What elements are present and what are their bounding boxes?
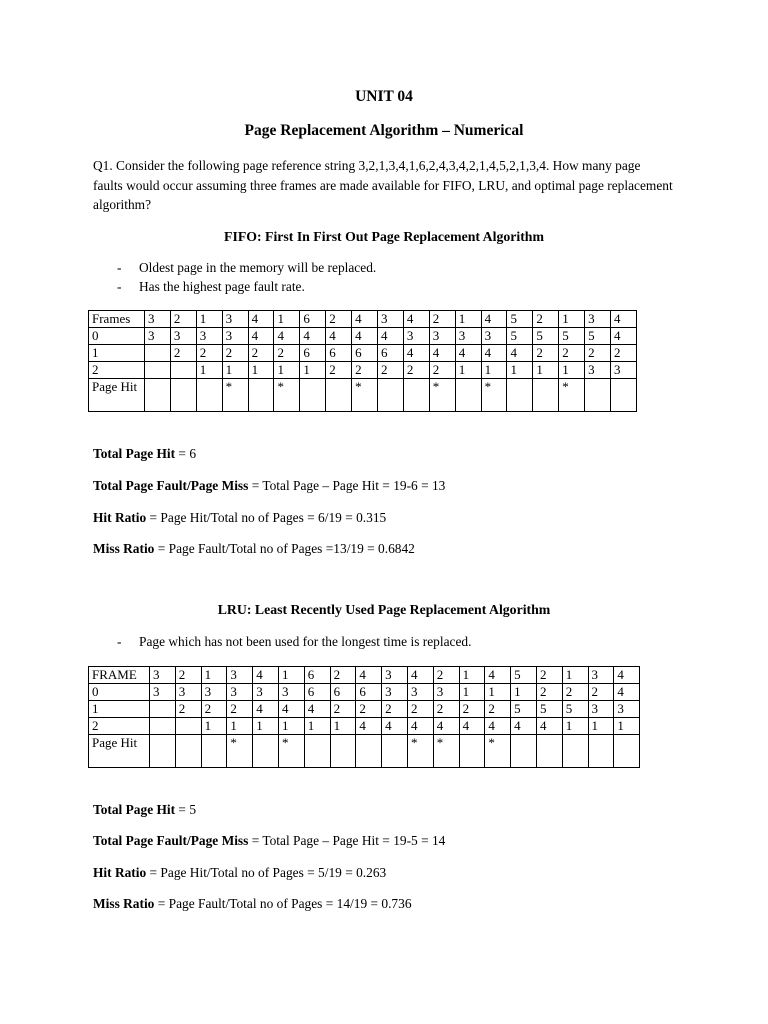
table-cell: 3 [382, 667, 408, 684]
table-cell: 4 [536, 718, 562, 735]
fifo-total-hit [93, 446, 196, 461]
row-label: Page Hit [89, 379, 145, 412]
table-cell: 6 [304, 667, 330, 684]
table-cell: 1 [300, 362, 326, 379]
table-cell: 3 [407, 684, 433, 701]
table-cell: 4 [407, 667, 433, 684]
table-cell: 2 [356, 701, 382, 718]
table-cell: 4 [356, 667, 382, 684]
result-label: Total Page Fault/Page Miss [93, 478, 249, 493]
table-cell: 1 [455, 362, 481, 379]
fifo-bullet-text: Oldest page in the memory will be replaced. [139, 260, 377, 275]
row-label: 0 [89, 684, 150, 701]
table-cell: 3 [588, 701, 614, 718]
table-cell: 3 [175, 684, 201, 701]
result-label: Total Page Hit [93, 802, 176, 817]
bullet-dash: - [117, 260, 122, 275]
table-cell: 2 [326, 362, 352, 379]
hit-cell [356, 735, 382, 768]
table-cell: 3 [150, 667, 176, 684]
table-cell: 1 [562, 667, 588, 684]
table-cell: 2 [533, 311, 559, 328]
table-cell: 4 [485, 718, 511, 735]
table-cell: 1 [274, 311, 300, 328]
table-cell: 4 [278, 701, 304, 718]
row-label: Frames [89, 311, 145, 328]
frame-row [89, 701, 640, 718]
table-cell: 2 [407, 701, 433, 718]
table-cell: 1 [559, 311, 585, 328]
table-cell: 5 [585, 328, 611, 345]
result-value: = Page Hit/Total no of Pages = 6/19 = 0.315 [146, 510, 387, 525]
hit-cell [196, 379, 222, 412]
fifo-bullet [117, 260, 376, 275]
table-cell: 3 [222, 311, 248, 328]
table-cell: 5 [511, 701, 537, 718]
table-cell: 6 [326, 345, 352, 362]
table-cell: 2 [559, 345, 585, 362]
row-label: FRAME [89, 667, 150, 684]
frame-row [89, 345, 637, 362]
lru-miss-ratio [93, 896, 412, 911]
result-label: Miss Ratio [93, 541, 155, 556]
result-label: Total Page Fault/Page Miss [93, 833, 249, 848]
table-cell: 3 [481, 328, 507, 345]
frame-row [89, 718, 640, 735]
table-cell: 4 [485, 667, 511, 684]
table-cell: 3 [227, 667, 253, 684]
table-cell: 2 [175, 701, 201, 718]
row-label: 1 [89, 701, 150, 718]
table-cell: 3 [611, 362, 637, 379]
table-cell: 4 [403, 345, 429, 362]
table-cell: 4 [326, 328, 352, 345]
bullet-dash: - [117, 279, 122, 294]
table-cell: 3 [150, 684, 176, 701]
table-cell: 1 [459, 667, 485, 684]
table-cell: 5 [511, 667, 537, 684]
result-value: = 5 [175, 802, 197, 817]
result-value: = Total Page – Page Hit = 19-5 = 14 [248, 833, 446, 848]
table-cell [145, 362, 171, 379]
table-cell: 6 [356, 684, 382, 701]
table-cell: 3 [382, 684, 408, 701]
table-cell: 4 [455, 345, 481, 362]
table-cell: 2 [326, 311, 352, 328]
table-cell: 2 [485, 701, 511, 718]
unit-title: UNIT 04 [355, 88, 413, 105]
table-cell: 3 [278, 684, 304, 701]
table-cell [150, 718, 176, 735]
table-cell: 2 [227, 701, 253, 718]
table-cell: 3 [585, 362, 611, 379]
table-cell: 3 [433, 684, 459, 701]
hit-cell: * [485, 735, 511, 768]
table-cell: 2 [562, 684, 588, 701]
table-cell: 4 [352, 328, 378, 345]
table-cell: 3 [170, 328, 196, 345]
table-cell: 4 [248, 328, 274, 345]
fifo-bullet-text: Has the highest page fault rate. [139, 279, 305, 294]
table-cell: 4 [507, 345, 533, 362]
table-cell: 1 [559, 362, 585, 379]
frame-row [89, 684, 640, 701]
hit-cell [378, 379, 404, 412]
table-cell: 4 [274, 328, 300, 345]
table-cell: 2 [330, 667, 356, 684]
hit-cell: * [433, 735, 459, 768]
table-cell [145, 345, 171, 362]
table-cell: 3 [145, 311, 171, 328]
table-cell: 3 [585, 311, 611, 328]
table-cell: 2 [585, 345, 611, 362]
row-label: 1 [89, 345, 145, 362]
table-cell: 2 [403, 362, 429, 379]
result-label: Hit Ratio [93, 510, 147, 525]
table-cell: 2 [536, 667, 562, 684]
table-cell: 4 [382, 718, 408, 735]
table-cell: 1 [588, 718, 614, 735]
table-cell: 1 [533, 362, 559, 379]
table-cell: 4 [614, 667, 640, 684]
table-cell: 1 [562, 718, 588, 735]
table-cell: 1 [485, 684, 511, 701]
table-cell: 4 [611, 328, 637, 345]
table-cell: 2 [352, 362, 378, 379]
table-cell: 5 [507, 311, 533, 328]
table-cell: 1 [507, 362, 533, 379]
table-cell: 2 [378, 362, 404, 379]
row-label: 2 [89, 718, 150, 735]
table-cell: 6 [304, 684, 330, 701]
table-cell: 4 [407, 718, 433, 735]
table-cell: 3 [222, 328, 248, 345]
hit-cell [300, 379, 326, 412]
table-cell: 1 [278, 718, 304, 735]
table-cell: 1 [455, 311, 481, 328]
hit-cell: * [278, 735, 304, 768]
table-cell: 2 [429, 311, 455, 328]
table-cell: 4 [511, 718, 537, 735]
table-cell: 1 [201, 718, 227, 735]
table-cell: 1 [248, 362, 274, 379]
table-cell: 1 [196, 362, 222, 379]
table-cell: 3 [429, 328, 455, 345]
hit-cell [248, 379, 274, 412]
table-cell: 2 [274, 345, 300, 362]
hit-cell: * [227, 735, 253, 768]
bullet-dash: - [117, 634, 122, 649]
question-text: Q1. Consider the following page reference string 3,2,1,3,4,1,6,2,4,3,4,2,1,4,5,2,1,3,4. How many page faults would occur assuming three frames are made available for FIFO, LRU, and optimal page replacement algorithm? [93, 158, 673, 212]
hit-cell [459, 735, 485, 768]
hit-cell [382, 735, 408, 768]
hit-cell [201, 735, 227, 768]
table-cell: 2 [196, 345, 222, 362]
table-cell: 2 [536, 684, 562, 701]
table-cell: 2 [330, 701, 356, 718]
hit-cell [175, 735, 201, 768]
hit-cell [507, 379, 533, 412]
table-cell: 1 [274, 362, 300, 379]
lru-total-fault [93, 833, 445, 848]
lru-total-hit [93, 802, 196, 817]
table-cell: 2 [201, 701, 227, 718]
table-cell: 1 [481, 362, 507, 379]
hit-cell: * [352, 379, 378, 412]
table-cell: 4 [433, 718, 459, 735]
hit-cell: * [222, 379, 248, 412]
table-cell: 4 [481, 345, 507, 362]
lru-hit-ratio [93, 865, 386, 880]
table-cell: 5 [562, 701, 588, 718]
hit-cell [611, 379, 637, 412]
hit-cell [455, 379, 481, 412]
reference-row [89, 311, 637, 328]
result-label: Hit Ratio [93, 865, 147, 880]
hit-cell [304, 735, 330, 768]
table-cell: 1 [304, 718, 330, 735]
fifo-hit-ratio [93, 510, 386, 525]
hit-cell [330, 735, 356, 768]
table-cell: 4 [356, 718, 382, 735]
table-cell: 4 [253, 667, 279, 684]
table-cell [175, 718, 201, 735]
result-value: = Page Hit/Total no of Pages = 5/19 = 0.263 [146, 865, 387, 880]
table-cell: 4 [248, 311, 274, 328]
table-cell: 4 [614, 684, 640, 701]
table-cell: 3 [378, 311, 404, 328]
hit-cell [614, 735, 640, 768]
table-cell: 1 [227, 718, 253, 735]
page-hit-row [89, 379, 637, 412]
table-cell [170, 362, 196, 379]
table-cell: 2 [170, 345, 196, 362]
table-cell: 2 [433, 701, 459, 718]
table-cell: 4 [253, 701, 279, 718]
table-cell: 6 [352, 345, 378, 362]
table-cell: 1 [511, 684, 537, 701]
table-cell: 4 [304, 701, 330, 718]
table-cell: 2 [248, 345, 274, 362]
table-cell: 1 [459, 684, 485, 701]
table-cell: 3 [403, 328, 429, 345]
table-cell: 2 [175, 667, 201, 684]
table-cell: 1 [278, 667, 304, 684]
table-cell: 1 [222, 362, 248, 379]
fifo-total-fault [93, 478, 445, 493]
table-cell: 3 [455, 328, 481, 345]
hit-cell [536, 735, 562, 768]
table-cell: 4 [481, 311, 507, 328]
table-cell: 2 [429, 362, 455, 379]
table-cell: 3 [201, 684, 227, 701]
table-cell: 3 [196, 328, 222, 345]
hit-cell [145, 379, 171, 412]
reference-row [89, 667, 640, 684]
table-cell: 1 [201, 667, 227, 684]
table-cell: 2 [170, 311, 196, 328]
hit-cell [585, 379, 611, 412]
hit-cell: * [559, 379, 585, 412]
table-cell: 2 [459, 701, 485, 718]
table-cell: 4 [300, 328, 326, 345]
table-cell: 4 [403, 311, 429, 328]
result-value: = Total Page – Page Hit = 19-6 = 13 [248, 478, 446, 493]
table-cell: 3 [145, 328, 171, 345]
result-value: = Page Fault/Total no of Pages =13/19 = 0.6842 [154, 541, 415, 556]
fifo-miss-ratio [93, 541, 415, 556]
table-cell [150, 701, 176, 718]
frame-row [89, 362, 637, 379]
fifo-table [88, 310, 637, 412]
table-cell: 4 [378, 328, 404, 345]
table-cell: 6 [300, 311, 326, 328]
frame-row [89, 328, 637, 345]
table-cell: 2 [433, 667, 459, 684]
hit-cell [253, 735, 279, 768]
hit-cell [588, 735, 614, 768]
table-cell: 3 [253, 684, 279, 701]
lru-bullet-text: Page which has not been used for the longest time is replaced. [139, 634, 472, 649]
hit-cell: * [407, 735, 433, 768]
row-label: 2 [89, 362, 145, 379]
table-cell: 2 [382, 701, 408, 718]
table-cell: 6 [378, 345, 404, 362]
result-label: Total Page Hit [93, 446, 176, 461]
table-cell: 2 [533, 345, 559, 362]
lru-bullet [117, 634, 471, 649]
table-cell: 4 [459, 718, 485, 735]
table-cell: 5 [507, 328, 533, 345]
table-cell: 2 [588, 684, 614, 701]
table-cell: 4 [352, 311, 378, 328]
table-cell: 6 [300, 345, 326, 362]
table-cell: 5 [559, 328, 585, 345]
fifo-bullet [117, 279, 305, 294]
table-cell: 2 [611, 345, 637, 362]
table-cell: 2 [222, 345, 248, 362]
table-cell: 3 [588, 667, 614, 684]
page-subtitle: Page Replacement Algorithm – Numerical [244, 122, 524, 139]
table-cell: 3 [227, 684, 253, 701]
hit-cell [511, 735, 537, 768]
fifo-heading: FIFO: First In First Out Page Replacement Algorithm [224, 229, 544, 244]
hit-cell: * [429, 379, 455, 412]
table-cell: 4 [429, 345, 455, 362]
table-cell: 5 [536, 701, 562, 718]
table-cell: 6 [330, 684, 356, 701]
page-hit-row [89, 735, 640, 768]
row-label: 0 [89, 328, 145, 345]
result-value: = Page Fault/Total no of Pages = 14/19 = 0.736 [154, 896, 412, 911]
lru-heading: LRU: Least Recently Used Page Replacement Algorithm [217, 602, 551, 617]
lru-table [88, 666, 640, 768]
table-cell: 1 [614, 718, 640, 735]
hit-cell: * [481, 379, 507, 412]
hit-cell [326, 379, 352, 412]
table-cell: 3 [614, 701, 640, 718]
table-cell: 1 [196, 311, 222, 328]
hit-cell [562, 735, 588, 768]
hit-cell [403, 379, 429, 412]
row-label: Page Hit [89, 735, 150, 768]
table-cell: 1 [330, 718, 356, 735]
hit-cell [150, 735, 176, 768]
table-cell: 5 [533, 328, 559, 345]
table-cell: 1 [253, 718, 279, 735]
result-value: = 6 [175, 446, 197, 461]
result-label: Miss Ratio [93, 896, 155, 911]
table-cell: 4 [611, 311, 637, 328]
hit-cell: * [274, 379, 300, 412]
hit-cell [170, 379, 196, 412]
hit-cell [533, 379, 559, 412]
